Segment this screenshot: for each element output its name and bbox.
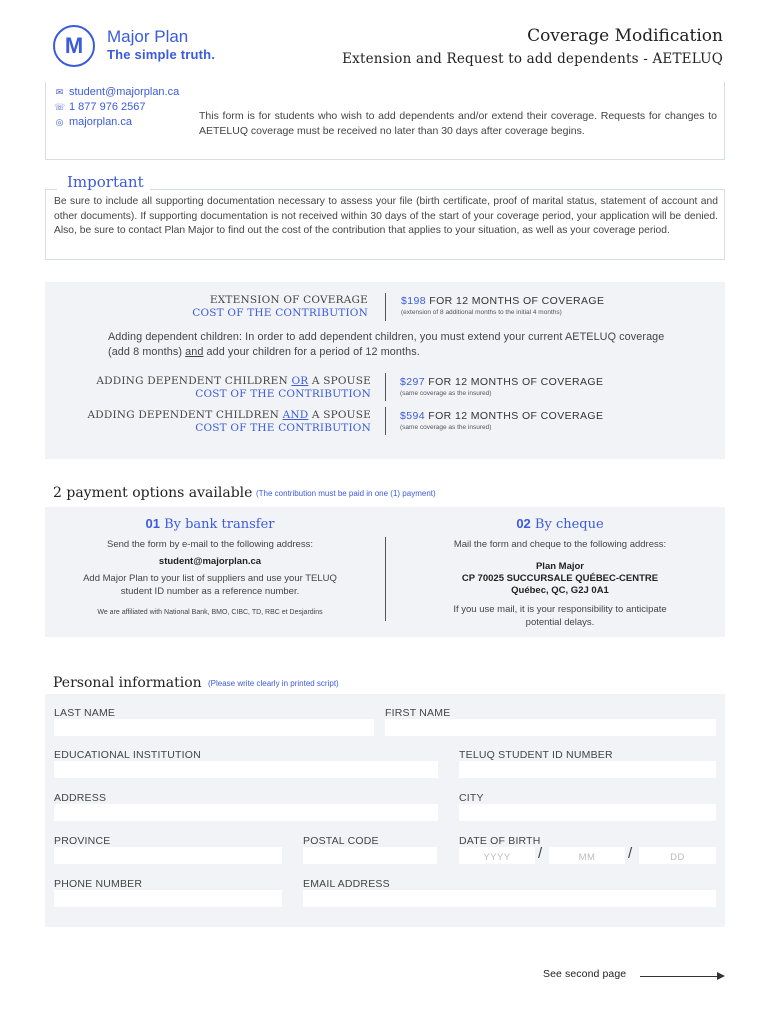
bank-line-2: Add Major Plan to your list of suppliers and use your TELUQ student ID number as a reference number. <box>83 573 337 597</box>
document-subtitle: Extension and Request to add dependents - AETELUQ <box>342 51 723 67</box>
bank-transfer-heading <box>70 516 350 532</box>
extension-label-2: COST OF THE CONTRIBUTION <box>192 307 368 319</box>
or-spouse-label-a: ADDING DEPENDENT CHILDREN <box>96 375 292 387</box>
cheque-address-3: Québec, QC, G2J 0A1 <box>511 585 609 596</box>
phone-label: PHONE NUMBER <box>54 878 143 890</box>
cheque-heading <box>420 516 700 532</box>
extension-label-1: EXTENSION OF COVERAGE <box>209 294 368 306</box>
arrow-right-icon <box>640 976 720 977</box>
extension-price <box>401 295 604 316</box>
cheque-label: By cheque <box>530 517 604 532</box>
and-spouse-price <box>400 410 603 431</box>
see-second-page[interactable]: See second page <box>543 968 627 980</box>
or-spouse-price-desc: FOR 12 MONTHS OF COVERAGE <box>428 376 604 388</box>
contact-phone-text: 1 877 976 2567 <box>69 101 146 113</box>
important-text: Be sure to include all supporting documentation necessary to assess your file (birth certificate, proof of marital status, statement of account and other documents). If supporting documentation is not received within 30 days of the start of your coverage period, your application will be denied. Also, be sure to contact Plan Major to find out the cost of the contribution that applies to your situation, as well as your coverage period. <box>54 196 718 236</box>
contact-website-text: majorplan.ca <box>69 116 132 128</box>
city-field[interactable] <box>459 804 716 821</box>
or-spouse-label-2: COST OF THE CONTRIBUTION <box>195 388 371 400</box>
dependents-intro-b: add your children for a period of 12 months. <box>203 346 420 358</box>
contact-phone[interactable] <box>54 101 145 113</box>
personal-info-title: Personal information <box>53 675 202 691</box>
personal-info-note: (Please write clearly in printed script) <box>208 679 339 688</box>
cheque-num: 02 <box>516 516 531 531</box>
or-spouse-price <box>400 376 603 397</box>
divider <box>385 373 386 401</box>
cheque-line-2: If you use mail, it is your responsibility to anticipate potential delays. <box>453 604 667 628</box>
and-spouse-label <box>87 409 371 435</box>
dob-month-placeholder: MM <box>578 852 596 863</box>
and-spouse-label-2: COST OF THE CONTRIBUTION <box>195 422 371 434</box>
dependents-intro <box>108 330 668 360</box>
dob-month-field[interactable] <box>549 847 625 864</box>
city-label: CITY <box>459 792 484 804</box>
divider <box>385 407 386 435</box>
logo <box>53 25 95 67</box>
first-name-field[interactable] <box>385 719 716 736</box>
and-spouse-label-a: ADDING DEPENDENT CHILDREN <box>87 409 283 421</box>
document-title: Coverage Modification <box>527 26 723 46</box>
contact-email[interactable] <box>54 86 179 98</box>
contact-email-text: student@majorplan.ca <box>69 86 180 98</box>
bank-line-1: Send the form by e-mail to the following address: <box>107 539 313 550</box>
phone-icon: ☏ <box>54 101 66 112</box>
extension-note: (extension of 8 additional months to the initial 4 months) <box>401 309 562 316</box>
dob-day-field[interactable] <box>639 847 716 864</box>
brand-name: Major Plan <box>107 27 189 46</box>
extension-price-value: $198 <box>401 295 426 307</box>
important-border-right <box>150 189 725 190</box>
institution-label: EDUCATIONAL INSTITUTION <box>54 749 201 761</box>
and-spouse-label-c: A SPOUSE <box>308 409 371 421</box>
student-id-field[interactable] <box>459 761 716 778</box>
dob-year-placeholder: YYYY <box>483 852 511 863</box>
or-spouse-label <box>96 375 371 401</box>
dob-label: DATE OF BIRTH <box>459 835 541 847</box>
last-name-field[interactable] <box>54 719 374 736</box>
dob-slash-1: / <box>538 845 543 862</box>
address-field[interactable] <box>54 804 438 821</box>
payment-title: 2 payment options available <box>53 485 253 501</box>
extension-price-desc: FOR 12 MONTHS OF COVERAGE <box>429 295 605 307</box>
brand-tagline: The simple truth. <box>107 47 216 62</box>
or-spouse-label-b: OR <box>291 375 309 387</box>
and-spouse-price-value: $594 <box>400 410 425 422</box>
address-label: ADDRESS <box>54 792 107 804</box>
postal-code-field[interactable] <box>303 847 437 864</box>
payment-note: (The contribution must be paid in one (1) payment) <box>256 489 436 498</box>
province-field[interactable] <box>54 847 282 864</box>
cheque-address-1: Plan Major <box>535 561 585 572</box>
dependents-intro-and: and <box>185 346 204 358</box>
bank-line-3: We are affiliated with National Bank, BMO, CIBC, TD, RBC et Desjardins <box>97 609 323 616</box>
student-id-label: TELUQ STUDENT ID NUMBER <box>459 749 613 761</box>
postal-code-label: POSTAL CODE <box>303 835 379 847</box>
cheque-address-2: CP 70025 SUCCURSALE QUÉBEC-CENTRE <box>461 573 659 584</box>
dob-year-field[interactable] <box>459 847 535 864</box>
cheque-line-1: Mail the form and cheque to the following address: <box>453 539 667 550</box>
logo-letter: M <box>64 33 84 58</box>
important-title: Important <box>67 173 144 191</box>
email-icon: ✉ <box>55 86 64 97</box>
dob-slash-2: / <box>628 845 633 862</box>
divider <box>385 293 386 321</box>
phone-field[interactable] <box>54 890 282 907</box>
or-spouse-label-c: A SPOUSE <box>308 375 371 387</box>
and-spouse-label-b: AND <box>282 409 309 421</box>
contact-website[interactable] <box>54 116 132 128</box>
important-border-left <box>45 189 57 190</box>
bank-transfer-label: By bank transfer <box>159 517 275 532</box>
institution-field[interactable] <box>54 761 438 778</box>
bank-transfer-num: 01 <box>145 516 160 531</box>
intro-text: This form is for students who wish to add dependents and/or extend their coverage. Requests for changes to AETELUQ coverage must be received no later than 30 days after coverage begins. <box>199 110 717 137</box>
first-name-label: FIRST NAME <box>385 707 451 719</box>
globe-icon: ◎ <box>55 116 64 127</box>
bank-email[interactable]: student@majorplan.ca <box>158 556 262 567</box>
payment-divider <box>385 537 386 621</box>
dob-day-placeholder: DD <box>670 852 685 863</box>
or-spouse-price-value: $297 <box>400 376 425 388</box>
email-label: EMAIL ADDRESS <box>303 878 390 890</box>
province-label: PROVINCE <box>54 835 111 847</box>
email-field[interactable] <box>303 890 716 907</box>
or-spouse-note: (same coverage as the insured) <box>400 390 492 397</box>
arrow-head-icon <box>717 972 725 980</box>
and-spouse-price-desc: FOR 12 MONTHS OF COVERAGE <box>428 410 604 422</box>
and-spouse-note: (same coverage as the insured) <box>400 424 492 431</box>
dependents-intro-a: Adding dependent children: In order to add dependent children, you must extend your current AETELUQ coverage (add 8 months) <box>108 331 665 358</box>
last-name-label: LAST NAME <box>54 707 116 719</box>
extension-label <box>192 294 368 320</box>
